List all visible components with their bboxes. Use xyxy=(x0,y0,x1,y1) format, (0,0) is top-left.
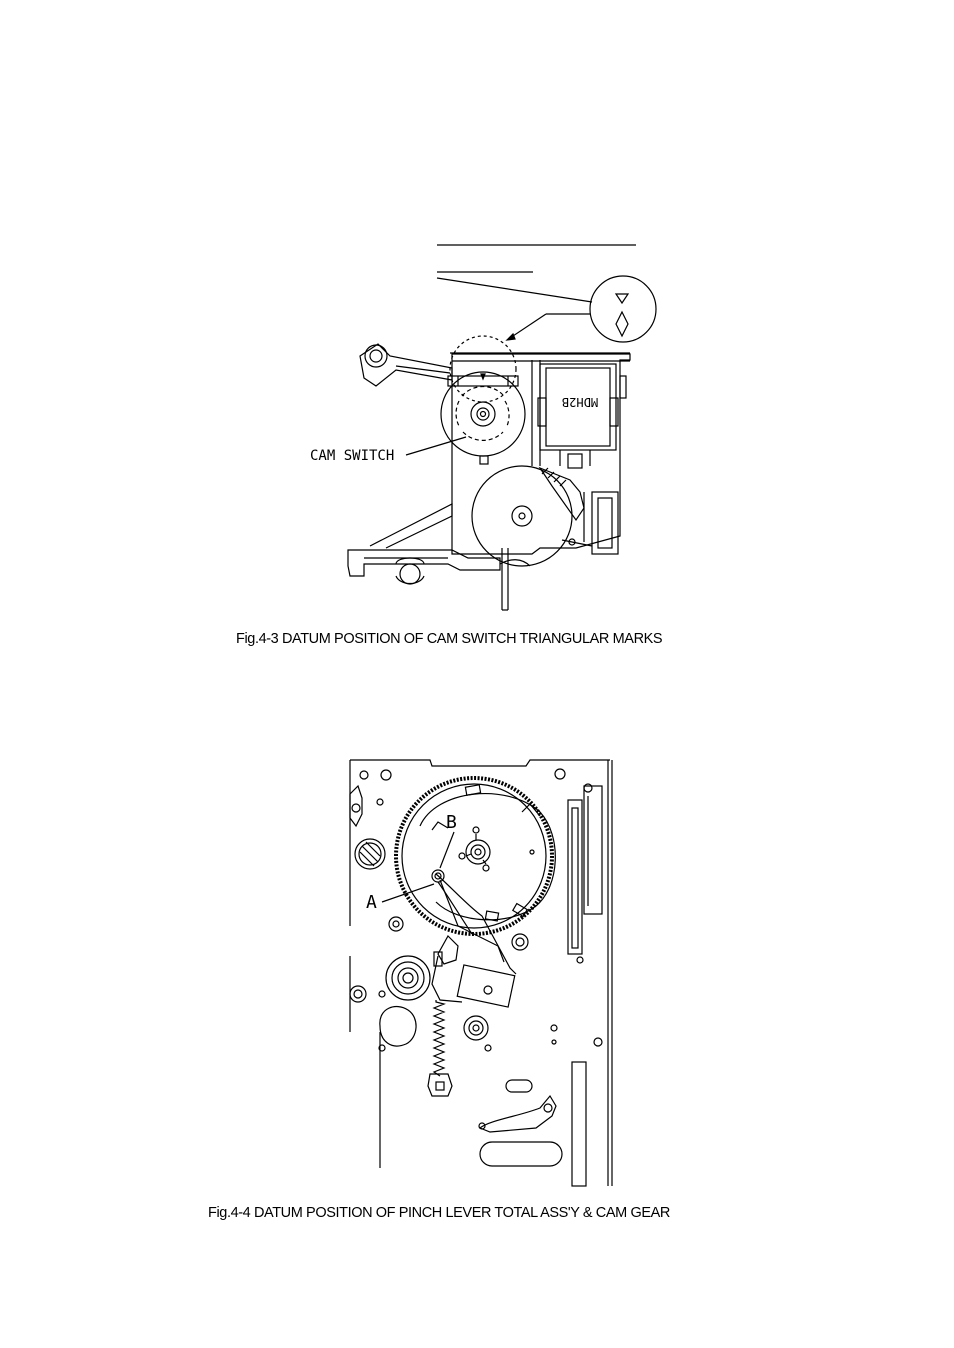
caption-fig-4-4: Fig.4-4 DATUM POSITION OF PINCH LEVER TOTAL ASS'Y & CAM GEAR xyxy=(208,1205,670,1221)
gear-sector xyxy=(540,468,618,554)
hole xyxy=(381,770,391,780)
pinch-lever xyxy=(432,870,516,1007)
slot xyxy=(480,1142,562,1166)
washer xyxy=(389,917,403,931)
mounting-bracket xyxy=(360,344,452,386)
leader-line-diagonal xyxy=(437,278,592,302)
chassis-top-edge xyxy=(350,760,610,766)
slot xyxy=(506,1080,532,1092)
roller xyxy=(512,934,528,950)
triangular-marks-detail xyxy=(590,276,656,342)
knurled-roller xyxy=(355,839,385,869)
diamond-mark xyxy=(616,312,628,336)
cam-switch-leader xyxy=(406,437,466,455)
caption-fig-4-3: Fig.4-3 DATUM POSITION OF CAM SWITCH TRIANGULAR MARKS xyxy=(236,631,663,647)
cam-switch-label: CAM SWITCH xyxy=(310,448,395,464)
hole xyxy=(377,799,383,805)
figure-cam-switch xyxy=(300,236,670,616)
spring xyxy=(428,1000,452,1096)
small-gear xyxy=(464,1016,491,1051)
chassis-plate xyxy=(452,354,630,554)
hole xyxy=(584,784,592,792)
lever-arm xyxy=(480,1096,556,1132)
hole xyxy=(594,1038,602,1046)
right-guide-bars xyxy=(568,786,602,1186)
arrow-head xyxy=(507,334,515,340)
left-bracket xyxy=(350,786,362,826)
triangle-mark xyxy=(616,294,628,303)
point-b-label: B xyxy=(446,812,457,833)
hole xyxy=(552,1040,556,1044)
boss xyxy=(380,1007,416,1046)
cam-switch xyxy=(441,372,525,464)
point-b-leader xyxy=(440,832,454,868)
pulley-wheel xyxy=(472,466,572,566)
hole xyxy=(379,991,385,997)
hole xyxy=(551,1025,557,1031)
figure-pinch-lever xyxy=(340,756,620,1188)
washer xyxy=(350,986,366,1002)
hole xyxy=(360,771,368,779)
hole xyxy=(577,957,583,963)
point-a-leader xyxy=(382,884,434,902)
motor-marking: MDH2B xyxy=(561,395,599,409)
motor xyxy=(538,364,626,468)
hole xyxy=(555,769,565,779)
point-a-label: A xyxy=(366,892,377,913)
detail-region xyxy=(450,336,516,402)
lower-rail xyxy=(348,504,530,610)
